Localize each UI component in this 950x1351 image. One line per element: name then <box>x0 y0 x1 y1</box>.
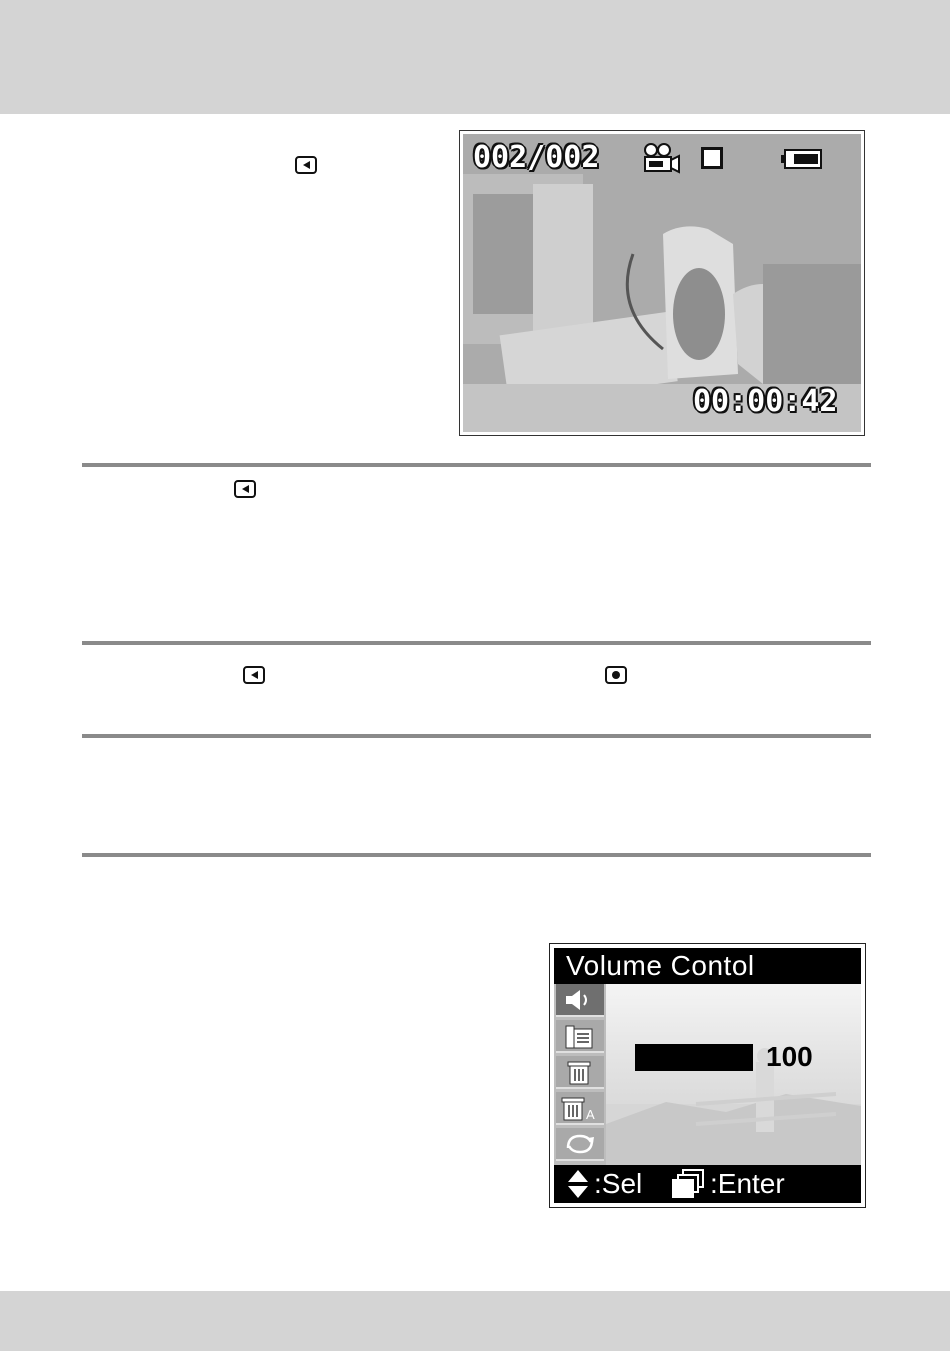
elapsed-time: 00:00:42 <box>693 384 838 419</box>
menu-item-delete-all[interactable] <box>556 1092 604 1125</box>
menu-item-rotate[interactable] <box>556 1128 604 1161</box>
protect-icon <box>556 1020 604 1052</box>
section-divider <box>82 853 871 857</box>
volume-control-screen <box>549 943 866 1208</box>
background-photo <box>606 984 861 1165</box>
header-band <box>0 0 950 114</box>
speaker-icon <box>556 984 604 1016</box>
section-divider <box>82 463 871 467</box>
svg-text:A: A <box>586 1107 595 1122</box>
ok-dot-button-icon <box>605 666 627 684</box>
delete-all-icon <box>556 1092 604 1124</box>
menu-item-delete[interactable] <box>556 1056 604 1089</box>
up-down-arrow-icon <box>566 1169 590 1199</box>
menu-title: Volume Contol <box>554 948 861 984</box>
battery-icon <box>781 148 823 170</box>
menu-item-volume[interactable] <box>556 984 604 1017</box>
menu-sidebar <box>554 984 606 1165</box>
playback-image <box>463 134 861 432</box>
enter-windows-icon <box>672 1169 706 1199</box>
stop-square-icon <box>701 147 723 169</box>
video-camera-icon <box>641 142 681 174</box>
menu-footer <box>554 1165 861 1203</box>
left-arrow-button-icon <box>234 480 256 498</box>
section-divider <box>82 641 871 645</box>
left-arrow-button-icon <box>295 156 317 174</box>
delete-icon <box>556 1056 604 1088</box>
file-counter: 002/002 <box>473 140 600 175</box>
playback-screen <box>459 130 865 436</box>
rotate-icon <box>556 1128 604 1160</box>
menu-item-protect[interactable] <box>556 1020 604 1053</box>
volume-level-bar[interactable] <box>635 1044 753 1071</box>
section-divider <box>82 734 871 738</box>
left-arrow-button-icon <box>243 666 265 684</box>
volume-level-value: 100 <box>766 1041 813 1072</box>
footer-band <box>0 1291 950 1351</box>
enter-hint: :Enter <box>710 1168 785 1199</box>
select-hint: :Sel <box>594 1168 643 1199</box>
